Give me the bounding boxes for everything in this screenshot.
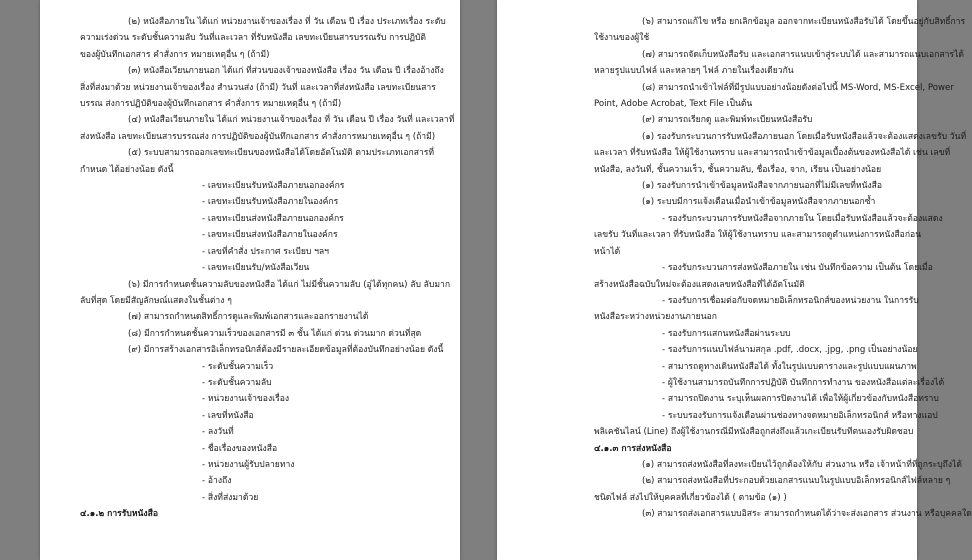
- text-line: - รองรับการแสกนหนังสือผ่านระบบ: [662, 328, 791, 339]
- text-line: - ระบบรองรับการแจ้งเตือนผ่านช่องทางจดหมายอิเล็กทรอนิกส์ หรือทางแอป: [662, 410, 938, 421]
- text-line: - เลขทะเบียนส่งหนังสือภายนอกองค์กร: [202, 213, 344, 224]
- text-line: (๘) สามารถนำเข้าไฟล์ที่มีรูปแบบอย่างน้อยดังต่อไปนี้ MS-Word, MS-Excel, Power: [642, 82, 954, 93]
- text-line: (๗) สามารถกำหนดสิทธิ์การดูและพิมพ์เอกสารและออกรายงานได้: [128, 312, 369, 323]
- text-line: ชนิดไฟล์ ส่งไปให้บุคคลที่เกี่ยวข้องได้ ( ตามข้อ (๑) ): [594, 492, 787, 503]
- text-line: ใช้งานของผู้ใช้: [594, 33, 650, 44]
- text-line: - เลขทะเบียนรับหนังสือภายนอกองค์กร: [202, 181, 345, 192]
- text-line: Point, Adobe Acrobat, Text File เป็นต้น: [594, 99, 753, 110]
- text-line: บรรณ ส่งการปฏิบัติของผู้บันทึกเอกสาร คำสั่งการ หมายเหตุอื่น ๆ (ถ้ามี): [80, 99, 342, 110]
- text-line: (๒) หนังสือภายใน ได้แก่ หน่วยงานเจ้าของเรื่อง ที่ วัน เดือน ปี เรื่อง ประเภทเรื่อง ระดับ: [128, 17, 446, 27]
- text-line: (๖) สามารถแก้ไข หรือ ยกเลิกข้อมูล ออกจากทะเบียนหนังสือรับได้ โดยขึ้นอยู่กับสิทธิ์การ: [642, 17, 966, 27]
- text-line: และเวลา ที่รับหนังสือ ให้ผู้ใช้งานทราบ และสามารถนำเข้าข้อมูลเบื้องต้นของหนังสือได้ เช่น เลขที่: [594, 148, 951, 159]
- text-line: - รองรับการแนบไฟล์นามสกุล .pdf, .docx, .jpg, .png เป็นอย่างน้อย: [662, 345, 918, 356]
- section-heading: ๔.๑.๓ การส่งหนังสือ: [594, 443, 672, 454]
- document-page-right: [497, 0, 972, 560]
- text-line: ความเร่งด่วน ระดับชั้นความลับ วันที่และเวลา ที่รับหนังสือ เลขทะเบียนสารบรรณรับ การปฏิบัติ: [80, 33, 427, 44]
- text-line: สร้างหนังสือฉบับใหม่จะต้องแสดงเลขหนังสือที่ได้อัตโนมัติ: [594, 279, 805, 290]
- text-line: หนังสือ, ลงวันที่, ชั้นความเร็ว, ชั้นความลับ, ชื่อเรื่อง, จาก, เรียน เป็นอย่างน้อย: [594, 164, 882, 175]
- text-line: - เลขที่คำสั่ง ประกาศ ระเบียบ ฯลฯ: [202, 246, 329, 257]
- text-line: หนังสือระหว่างหน่วยงานภายนอก: [594, 312, 717, 323]
- text-line: - ลงวันที่: [202, 427, 234, 438]
- text-line: (๖) มีการกำหนดชั้นความลับของหนังสือ ได้แก่ ไม่มีชั้นความลับ (อู่ได้ทุกคน) ลับ ลับมาก: [128, 279, 451, 290]
- text-line: - ระดับชั้นความลับ: [202, 377, 272, 388]
- text-line: (๔) หนังสือเวียนภายใน ได้แก่ หน่วยงานเจ้าของเรื่อง ที่ วัน เดือน ปี เรื่อง วันที่ และเวลาที่: [128, 115, 455, 126]
- section-heading: ๔.๑.๒ การรับหนังสือ: [80, 509, 159, 520]
- text-line: - ชื่อเรื่องของหนังสือ: [202, 443, 278, 454]
- text-line: (๘) มีการกำหนดชั้นความเร็วของเอกสารมี ๓ ชั้น ได้แก่ ด่วน ด่วนมาก ด่วนที่สุด: [128, 328, 422, 339]
- text-line: หลายรูปแบบไฟล์ และหลายๆ ไฟล์ ภายในเรื่องเดียวกัน: [594, 66, 794, 77]
- text-line: สิ่งที่ส่งมาด้วย หน่วยงานเจ้าของเรื่อง สำนวนส่ง (ถ้ามี) วันที่ และเวลาที่ส่งหนังสือ เลขทะเบียนสาร: [80, 82, 436, 93]
- text-line: - รองรับกระบวนการรับหนังสือจากภายใน โดยเมื่อรับหนังสือแล้วจะต้องแสดง: [662, 213, 943, 224]
- text-line: - สามารถดูทางเดินหนังสือได้ ทั้งในรูปแบบตารางและรูปแบบแผนภาพ: [662, 361, 917, 372]
- text-line: (๕) ระบบสามารถออกเลขทะเบียนของหนังสือได้โดยอัตโนมัติ ตามประเภทเอกสารที่: [128, 148, 435, 159]
- left-page-text: [80, 14, 455, 523]
- document-page-left: [40, 0, 460, 560]
- text-line: - สิ่งที่ส่งมาด้วย: [202, 492, 259, 503]
- text-line: ของผู้บันทึกเอกสาร คำสั่งการ หมายเหตุอื่น ๆ (ถ้ามี): [80, 49, 270, 60]
- text-line: ลับที่สุด โดยมีสัญลักษณ์แสดงในชั้นต่าง ๆ: [80, 295, 232, 306]
- text-line: (๒) สามารถส่งหนังสือที่ประกอบด้วยเอกสารแนบในรูปแบบอิเล็กทรอนิกส์ไฟล์หลาย ๆ: [642, 476, 951, 487]
- text-line: พลิเคชันไลน์ (Line) ถึงผู้ใช้งานกรณีมีหนังสือถูกส่งถึงแล้วเกะเบียนรับทีตนเองรับผิดชอบ: [594, 427, 914, 438]
- text-line: - หน่วยงานเจ้าของเรื่อง: [202, 394, 290, 405]
- text-line: - ผู้ใช้งานสามารถบันทึกการปฏิบัติ บันทึกการทำงาน ของหนังสือแต่ละเรื่องได้: [662, 377, 945, 388]
- text-line: (๑) ระบบมีการแจ้งเตือนเมื่อนำเข้าข้อมูลหนังสือจากภายนอกซ้ำ: [642, 197, 876, 208]
- text-line: (๙) สามารถเรียกดู และพิมพ์ทะเบียนหนังสือรับ: [642, 115, 813, 126]
- text-line: (๑) รองรับกระบวนการรับหนังสือภายนอก โดยเมื่อรับหนังสือแล้วจะต้องแสดงเลขรับ วันที่: [642, 131, 967, 142]
- text-line: - รองรับกระบวนการส่งหนังสือภายใน เช่น บันทึกข้อความ เป็นต้น โดยเมื่อ: [662, 263, 933, 274]
- text-line: หน้าได้: [594, 246, 621, 257]
- text-line: (๗) สามารถจัดเก็บหนังสือรับ และเอกสารแนบเข้าสู่ระบบได้ และสามารถแนบเอกสารได้: [642, 49, 964, 60]
- text-line: - สามารถปิดงาน ระบุเห็นผลการปิดงานได้ เพื่อให้ผู้เกี่ยวข้องกับหนังสือทราบ: [662, 394, 939, 405]
- text-line: - เลขทะเบียนรับ/หนังสือเวียน: [202, 263, 310, 274]
- text-line: ส่งหนังสือ เลขทะเบียนสารบรรณส่ง การปฏิบัติของผู้บันทึกเอกสาร คำสั่งการหมายเหตุอื่น ๆ (ถ้ามี): [80, 131, 436, 142]
- text-line: (๓) หนังสือเวียนภายนอก ได้แก่ ที่ส่วนของเจ้าของหนังสือ เรื่อง วัน เดือน ปี เรื่องอ้างถึง: [128, 66, 444, 77]
- text-line: - เลขทะเบียนส่งหนังสือภายในองค์กร: [202, 230, 338, 241]
- right-page-text: [594, 14, 972, 523]
- text-line: - เลขที่หนังสือ: [202, 410, 254, 421]
- text-line: - ระดับชั้นความเร็ว: [202, 361, 274, 372]
- text-line: (๑) สามารถส่งหนังสือที่ลงทะเบียนไว้ถูกต้องให้กับ ส่วนงาน หรือ เจ้าหน้าที่ที่ถูกระบุถึงได้: [642, 459, 962, 470]
- text-line: เลขรับ วันที่และเวลา ที่รับหนังสือ ให้ผู้ใช้งานทราบ และสามารถดูตำแหน่งการหนังสือก่อน: [594, 230, 922, 241]
- text-line: - หน่วยงานผู้รับปลายทาง: [202, 459, 295, 470]
- text-line: (๓) สามารถส่งเอกสารแบบอิสระ สามารถกำหนดได้ว่าจะส่งเอกสาร ส่วนงาน หรือบุคคลใด: [642, 509, 972, 520]
- text-line: กำหนด ได้อย่างน้อย ดังนี้: [80, 164, 174, 175]
- text-line: - อ้างถึง: [202, 476, 232, 487]
- text-line: (๙) มีการสร้างเอกสารอิเล็กทรอนิกส์ต้องมีรายละเอียดข้อมูลที่ต้องบันทึกอย่างน้อย ดังนี้: [128, 345, 444, 356]
- text-line: - รองรับการเชื่อมต่อกับจดหมายอิเล็กทรอนิกส์ของหน่วยงาน ในการรับ: [662, 295, 919, 306]
- text-line: - เลขทะเบียนรับหนังสือภายในองค์กร: [202, 197, 339, 208]
- text-line: (๑) รองรับการนำเข้าข้อมูลหนังสือจากภายนอกที่ไม่มีเลขที่หนังสือ: [642, 181, 883, 192]
